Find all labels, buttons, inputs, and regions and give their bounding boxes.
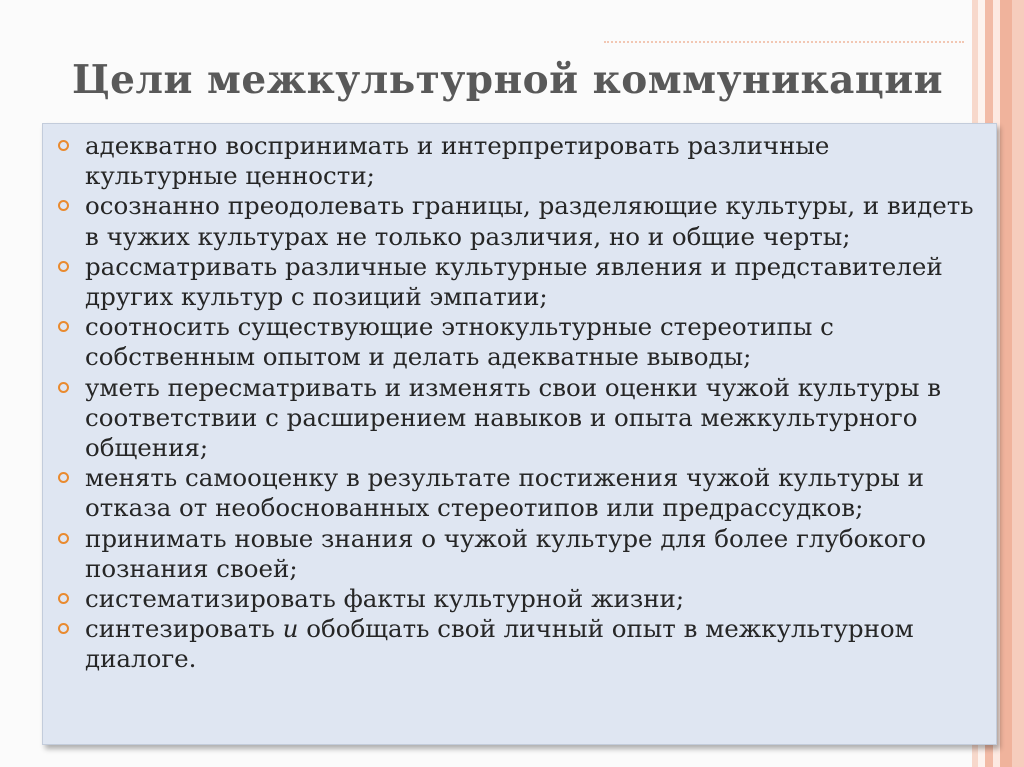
list-item xyxy=(85,373,986,464)
bullet-ring-icon xyxy=(58,472,69,483)
list-item xyxy=(85,191,986,251)
list-item xyxy=(85,463,986,523)
list-item-text: адекватно воспринимать и интерпретировать различные культурные ценности; xyxy=(85,131,830,191)
list-item-text-italic: и xyxy=(282,614,299,644)
list-item-text: принимать новые знания о чужой культуре для более глубокого познания своей; xyxy=(85,523,927,583)
bullet-ring-icon xyxy=(58,200,69,211)
bullet-ring-icon xyxy=(58,261,69,272)
list-item xyxy=(85,614,986,674)
list-item xyxy=(85,524,986,584)
bullet-ring-icon xyxy=(58,382,69,393)
bullet-ring-icon xyxy=(58,140,69,151)
bullet-ring-icon xyxy=(58,321,69,332)
list-item-text: менять самооценку в результате постижения чужой культуры и отказа от необоснованных стереотипов или предрассудков; xyxy=(85,463,924,523)
title-dotted-divider xyxy=(604,41,964,43)
list-item xyxy=(85,252,986,312)
list-item-text: уметь пересматривать и изменять свои оценки чужой культуры в соответствии с расширением навыков и опыта межкультурного общения; xyxy=(85,372,942,463)
list-item-text: рассматривать различные культурные явления и представителей других культур с позиций эмпатии; xyxy=(85,251,943,312)
list-item-text: осознанно преодолевать границы, разделяющие культуры, и видеть в чужих культурах не только различия, но и общие черты; xyxy=(85,191,974,251)
goals-list xyxy=(43,124,996,675)
bullet-ring-icon xyxy=(58,623,69,634)
list-item-text: систематизировать факты культурной жизни; xyxy=(85,584,685,614)
list-item-text: соотносить существующие этнокультурные стереотипы с собственным опытом и делать адекватные выводы; xyxy=(85,312,834,372)
content-box xyxy=(42,123,997,745)
list-item xyxy=(85,131,986,191)
list-item-text-start: синтезировать xyxy=(85,614,283,644)
slide-title: Цели межкультурной коммуникации xyxy=(72,57,944,103)
bullet-ring-icon xyxy=(58,593,69,604)
list-item xyxy=(85,584,986,614)
list-item-text-end: обобщать свой личный опыт в межкультурном диалоге. xyxy=(85,614,914,674)
list-item xyxy=(85,312,986,372)
bullet-ring-icon xyxy=(58,533,69,544)
